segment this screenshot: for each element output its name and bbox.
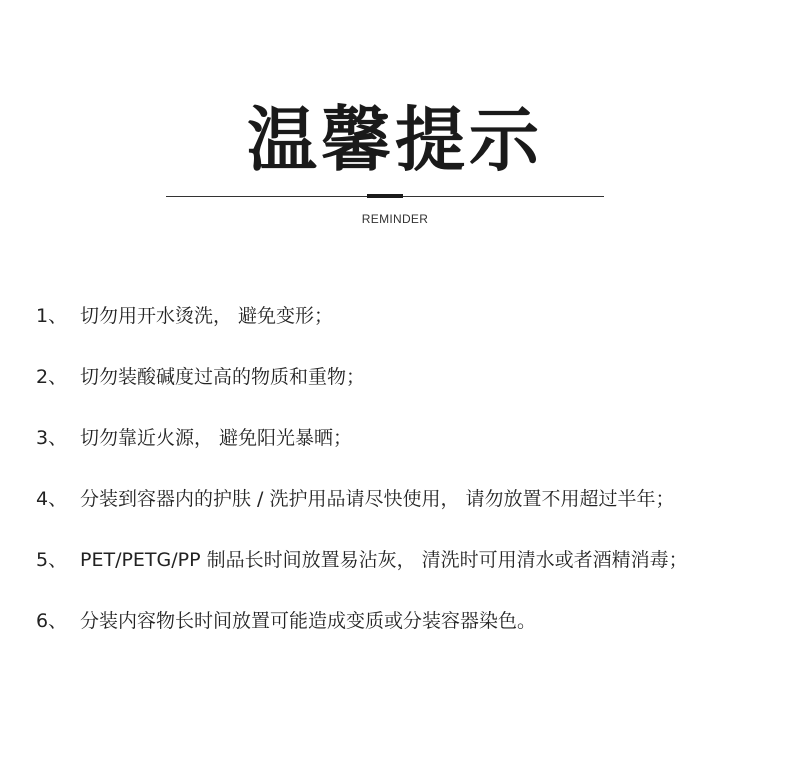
reminder-number: 5、 xyxy=(36,549,68,571)
reminder-item xyxy=(36,300,776,361)
reminder-text: 切勿用开水烫洗， 避免变形； xyxy=(80,305,334,327)
reminder-item xyxy=(36,605,776,666)
reminder-text: 切勿靠近火源， 避免阳光暴晒； xyxy=(80,427,353,449)
reminder-item xyxy=(36,361,776,422)
reminder-number: 2、 xyxy=(36,366,68,388)
reminder-item xyxy=(36,422,776,483)
title-divider-accent xyxy=(367,194,403,198)
page-subtitle: REMINDER xyxy=(361,212,429,226)
reminder-item xyxy=(36,544,776,605)
reminder-text: 分装内容物长时间放置可能造成变质或分装容器染色。 xyxy=(80,610,537,632)
reminder-number: 4、 xyxy=(36,488,68,510)
reminder-number: 3、 xyxy=(36,427,68,449)
page-title: 温馨提示 xyxy=(247,99,543,181)
reminder-text: 分装到容器内的护肤 / 洗护用品请尽快使用， 请勿放置不用超过半年； xyxy=(80,488,675,510)
reminder-item xyxy=(36,483,776,544)
reminder-number: 1、 xyxy=(36,305,68,327)
reminder-number: 6、 xyxy=(36,610,68,632)
reminder-list xyxy=(36,300,776,666)
reminder-text: 切勿装酸碱度过高的物质和重物； xyxy=(80,366,366,388)
reminder-text: PET/PETG/PP 制品长时间放置易沾灰， 清洗时可用清水或者酒精消毒； xyxy=(80,549,688,571)
